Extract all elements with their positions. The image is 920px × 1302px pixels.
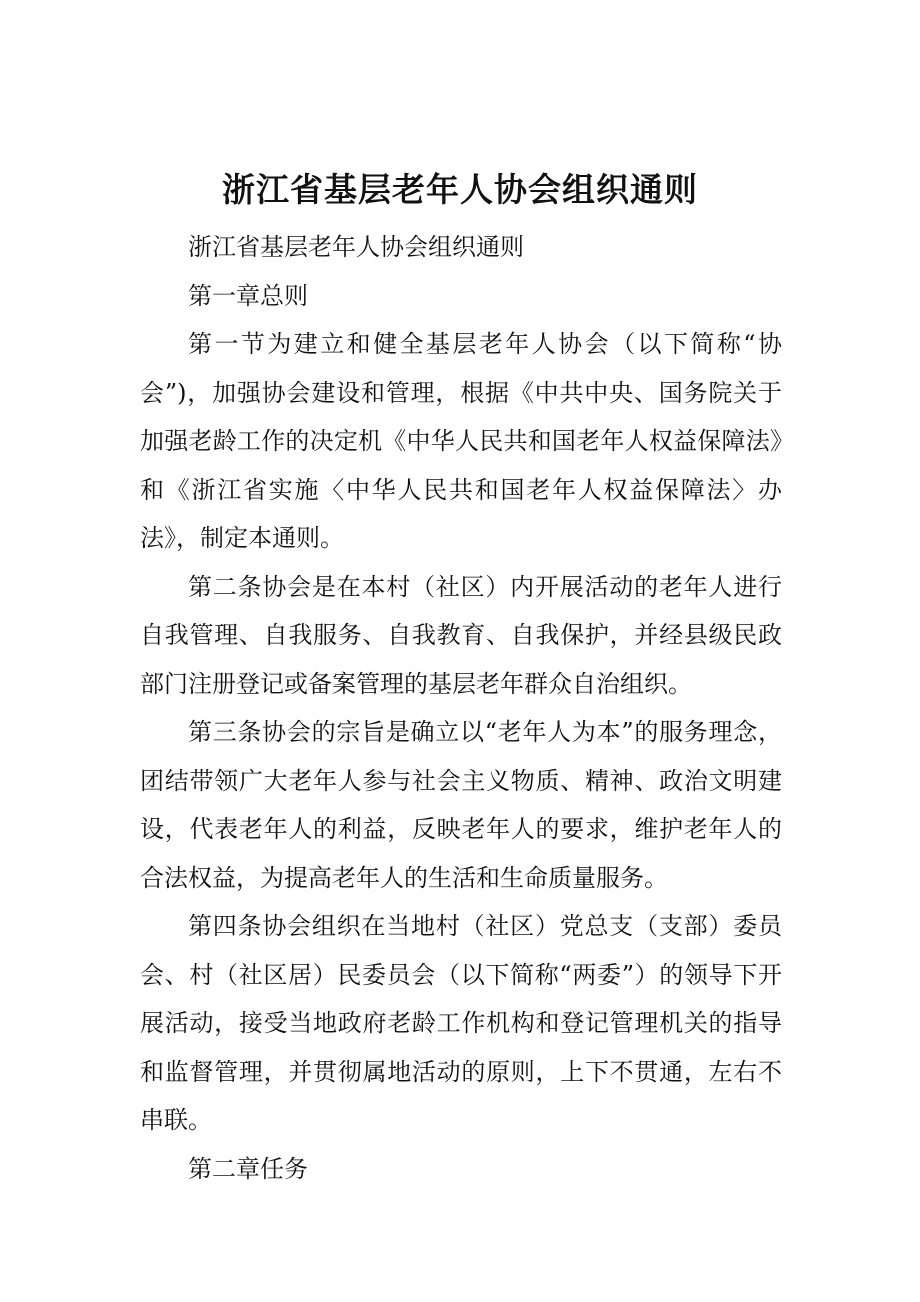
- paragraph-doc-name: 浙江省基层老年人协会组织通则: [188, 233, 524, 261]
- chapter-heading-general: 第一章总则: [188, 281, 308, 310]
- document-title: 浙江省基层老年人协会组织通则: [222, 170, 698, 210]
- article-1: 第一节为建立和健全基层老年人协会（以下简称“协会”)，加强协会建设和管理，根据《中共中央、国务院关于加强老龄工作的决定机《中华人民共和国老年人权益保障法》和《浙江省实施〈中华人民共和国老年人权益保障法〉办法》，制定本通则。: [140, 330, 782, 552]
- article-3: 第三条协会的宗旨是确立以“老年人为本”的服务理念，团结带领广大老年人参与社会主义物质、精神、政治文明建设，代表老年人的利益，反映老年人的要求，维护老年人的合法权益，为提高老年人的生活和生命质量服务。: [140, 718, 782, 892]
- chapter-heading-tasks: 第二章任务: [188, 1154, 308, 1183]
- article-2: 第二条协会是在本村（社区）内开展活动的老年人进行自我管理、自我服务、自我教育、自我保护，并经县级民政部门注册登记或备案管理的基层老年群众自治组织。: [140, 572, 782, 698]
- article-4: 第四条协会组织在当地村（社区）党总支（支部）委员会、村（社区居）民委员会（以下简称“两委”）的领导下开展活动，接受当地政府老龄工作机构和登记管理机关的指导和监督管理，并贯彻属地活动的原则，上下不贯通，左右不串联。: [140, 912, 782, 1134]
- document-body: [140, 223, 782, 1193]
